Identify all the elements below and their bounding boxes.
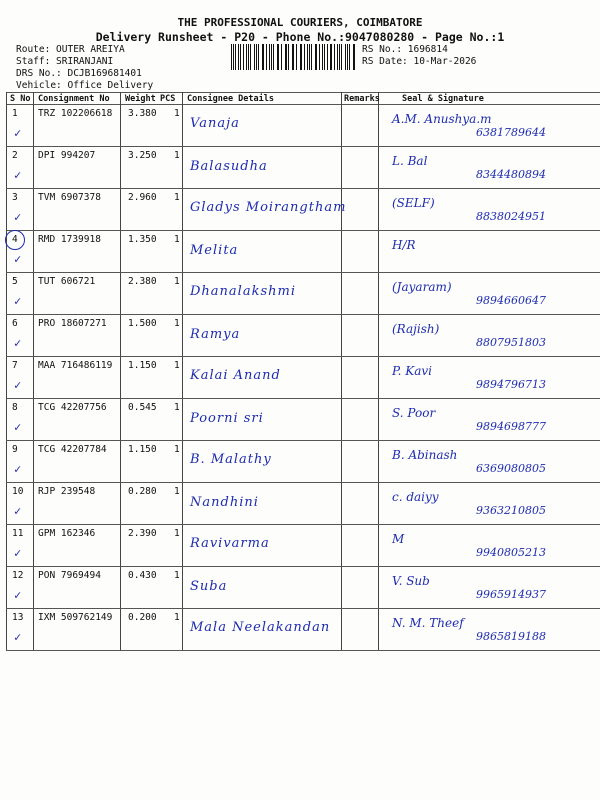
weight-cell: 2.390: [128, 528, 157, 539]
signature-mark: P. Kavi: [392, 364, 433, 378]
pcs-cell: 1: [174, 444, 180, 455]
barcode-bar: [349, 44, 350, 70]
check-mark-icon: ✓: [14, 378, 22, 392]
pcs-cell: 1: [174, 108, 180, 119]
header-consignee: Consignee Details: [187, 94, 274, 104]
table-row: [6, 356, 600, 398]
barcode-bar: [309, 44, 310, 70]
table-row: [6, 104, 600, 146]
check-mark-icon: ✓: [14, 588, 22, 602]
header-pcs: PCS: [160, 94, 176, 104]
table-row: [6, 272, 600, 314]
barcode-bar: [238, 44, 239, 70]
table-row: [6, 146, 600, 188]
check-mark-icon: ✓: [14, 210, 22, 224]
receiver-phone: 9363210805: [476, 504, 546, 517]
signature-mark: A.M. Anushya.m: [392, 112, 492, 126]
sno-cell: 3: [12, 192, 18, 203]
weight-cell: 2.960: [128, 192, 157, 203]
receiver-phone: 6381789644: [476, 126, 546, 139]
check-mark-icon: ✓: [14, 504, 22, 518]
barcode-bar: [288, 44, 289, 70]
table-row: [6, 524, 600, 566]
sno-cell: 6: [12, 318, 18, 329]
signature-mark: B. Abinash: [392, 448, 458, 462]
pcs-cell: 1: [174, 612, 180, 623]
runsheet-subtitle: Delivery Runsheet - P20 - Phone No.:9047080280 - Page No.:1: [95, 30, 505, 44]
consignment-cell: TCG 42207756: [38, 402, 107, 413]
company-title: THE PROFESSIONAL COURIERS, COIMBATORE: [177, 16, 423, 29]
consignee-name: Dhanalakshmi: [190, 284, 296, 299]
signature-mark: L. Bal: [392, 154, 428, 168]
barcode-bar: [231, 44, 232, 70]
consignment-cell: MAA 716486119: [38, 360, 113, 371]
consignee-name: Melita: [190, 243, 239, 258]
check-mark-icon: ✓: [14, 294, 22, 308]
signature-mark: H/R: [392, 238, 416, 252]
weight-cell: 1.150: [128, 360, 157, 371]
consignment-cell: RMD 1739918: [38, 234, 101, 245]
runsheet-meta-left: [16, 44, 153, 92]
table-row: [6, 230, 600, 272]
pcs-cell: 1: [174, 192, 180, 203]
weight-cell: 0.280: [128, 486, 157, 497]
weight-cell: 1.500: [128, 318, 157, 329]
barcode-bar: [331, 44, 332, 70]
consignee-name: Poorni sri: [190, 411, 264, 426]
weight-cell: 1.350: [128, 234, 157, 245]
receiver-phone: 9965914937: [476, 588, 546, 601]
consignee-name: Gladys Moirangtham: [190, 200, 347, 215]
weight-cell: 0.545: [128, 402, 157, 413]
barcode-image: [231, 44, 357, 70]
header-sno: S No: [10, 94, 31, 104]
check-mark-icon: ✓: [14, 126, 22, 140]
signature-mark: c. daiyy: [392, 490, 439, 504]
barcode-bar: [254, 44, 255, 70]
weight-cell: 3.250: [128, 150, 157, 161]
receiver-phone: 9894698777: [476, 420, 546, 433]
sno-cell: 1: [12, 108, 18, 119]
header-remarks: Remarks: [344, 94, 380, 104]
signature-mark: M: [392, 532, 405, 546]
barcode-bar: [322, 44, 323, 70]
sno-cell: 12: [12, 570, 24, 581]
receiver-phone: 8344480894: [476, 168, 546, 181]
barcode-bar: [301, 44, 302, 70]
signature-mark: (Jayaram): [392, 280, 452, 294]
sno-cell: 7: [12, 360, 18, 371]
barcode-bar: [354, 44, 355, 70]
vehicle-text: Vehicle: Office Delivery: [16, 80, 154, 91]
consignee-name: Nandhini: [190, 495, 259, 510]
consignment-cell: TVM 6907378: [38, 192, 101, 203]
consignee-name: Vanaja: [190, 116, 240, 131]
runsheet-table: [6, 92, 600, 650]
weight-cell: 0.200: [128, 612, 157, 623]
barcode-bar: [271, 44, 272, 70]
pcs-cell: 1: [174, 318, 180, 329]
receiver-phone: 9894796713: [476, 378, 546, 391]
consignee-name: B. Malathy: [190, 452, 272, 467]
table-row: [6, 398, 600, 440]
weight-cell: 2.380: [128, 276, 157, 287]
barcode-bar: [339, 44, 340, 70]
barcode-bar: [266, 44, 267, 70]
header-signature: Seal & Signature: [402, 94, 484, 104]
consignee-name: Mala Neelakandan: [190, 620, 331, 635]
consignment-cell: TUT 606721: [38, 276, 96, 287]
table-row: [6, 608, 600, 650]
barcode-bar: [311, 44, 312, 70]
pcs-cell: 1: [174, 402, 180, 413]
signature-mark: S. Poor: [392, 406, 436, 420]
sno-cell: 10: [12, 486, 24, 497]
sno-cell: 13: [12, 612, 24, 623]
sno-cell: 8: [12, 402, 18, 413]
check-mark-icon: ✓: [14, 168, 22, 182]
check-mark-icon: ✓: [14, 546, 22, 560]
circle-mark-icon: [5, 230, 25, 250]
barcode-bar: [258, 44, 259, 70]
sno-cell: 4: [12, 234, 18, 245]
pcs-cell: 1: [174, 570, 180, 581]
check-mark-icon: ✓: [14, 336, 22, 350]
pcs-cell: 1: [174, 150, 180, 161]
barcode-bar: [296, 44, 297, 70]
weight-cell: 3.380: [128, 108, 157, 119]
sno-cell: 11: [12, 528, 24, 539]
pcs-cell: 1: [174, 528, 180, 539]
consignment-cell: TCG 42207784: [38, 444, 107, 455]
runsheet-meta-right: [362, 44, 476, 68]
consignment-cell: PRO 18607271: [38, 318, 107, 329]
table-border-top: [6, 92, 600, 93]
receiver-phone: 9865819188: [476, 630, 546, 643]
barcode-bar: [240, 44, 241, 70]
barcode-bar: [324, 44, 325, 70]
consignment-cell: TRZ 102206618: [38, 108, 113, 119]
signature-mark: (SELF): [392, 196, 435, 210]
weight-cell: 1.150: [128, 444, 157, 455]
consignee-name: Suba: [190, 579, 228, 594]
sno-cell: 5: [12, 276, 18, 287]
consignment-cell: IXM 509762149: [38, 612, 113, 623]
signature-mark: V. Sub: [392, 574, 430, 588]
table-row: [6, 188, 600, 230]
header-consignment: Consignment No: [38, 94, 110, 104]
barcode-bar: [341, 44, 342, 70]
staff-text: Staff: SRIRANJANI: [16, 56, 114, 67]
check-mark-icon: ✓: [14, 462, 22, 476]
check-mark-icon: ✓: [14, 420, 22, 434]
check-mark-icon: ✓: [14, 630, 22, 644]
pcs-cell: 1: [174, 486, 180, 497]
barcode-bar: [281, 44, 282, 70]
consignment-cell: PON 7969494: [38, 570, 101, 581]
weight-cell: 0.430: [128, 570, 157, 581]
consignment-cell: GPM 162346: [38, 528, 96, 539]
pcs-cell: 1: [174, 276, 180, 287]
rs-date-text: RS Date: 10-Mar-2026: [362, 56, 477, 67]
row-divider: [6, 650, 600, 651]
table-row: [6, 440, 600, 482]
header-weight: Weight: [125, 94, 156, 104]
consignee-name: Balasudha: [190, 159, 268, 174]
rs-no-text: RS No.: 1696814: [362, 44, 448, 55]
table-row: [6, 566, 600, 608]
signature-mark: (Rajish): [392, 322, 440, 336]
sno-cell: 9: [12, 444, 18, 455]
receiver-phone: 6369080805: [476, 462, 546, 475]
consignment-cell: RJP 239548: [38, 486, 96, 497]
signature-mark: N. M. Theef: [392, 616, 464, 630]
check-mark-icon: ✓: [14, 252, 22, 266]
consignee-name: Kalai Anand: [190, 368, 281, 383]
table-row: [6, 314, 600, 356]
pcs-cell: 1: [174, 234, 180, 245]
sno-cell: 2: [12, 150, 18, 161]
consignment-cell: DPI 994207: [38, 150, 96, 161]
barcode-bar: [250, 44, 251, 70]
drs-text: DRS No.: DCJB169681401: [16, 68, 142, 79]
route-text: Route: OUTER AREIYA: [16, 44, 125, 55]
receiver-phone: 9894660647: [476, 294, 546, 307]
barcode-bar: [278, 44, 279, 70]
receiver-phone: 9940805213: [476, 546, 546, 559]
receiver-phone: 8838024951: [476, 210, 546, 223]
consignee-name: Ramya: [190, 327, 241, 342]
receiver-phone: 8807951803: [476, 336, 546, 349]
table-row: [6, 482, 600, 524]
consignee-name: Ravivarma: [190, 536, 270, 551]
pcs-cell: 1: [174, 360, 180, 371]
